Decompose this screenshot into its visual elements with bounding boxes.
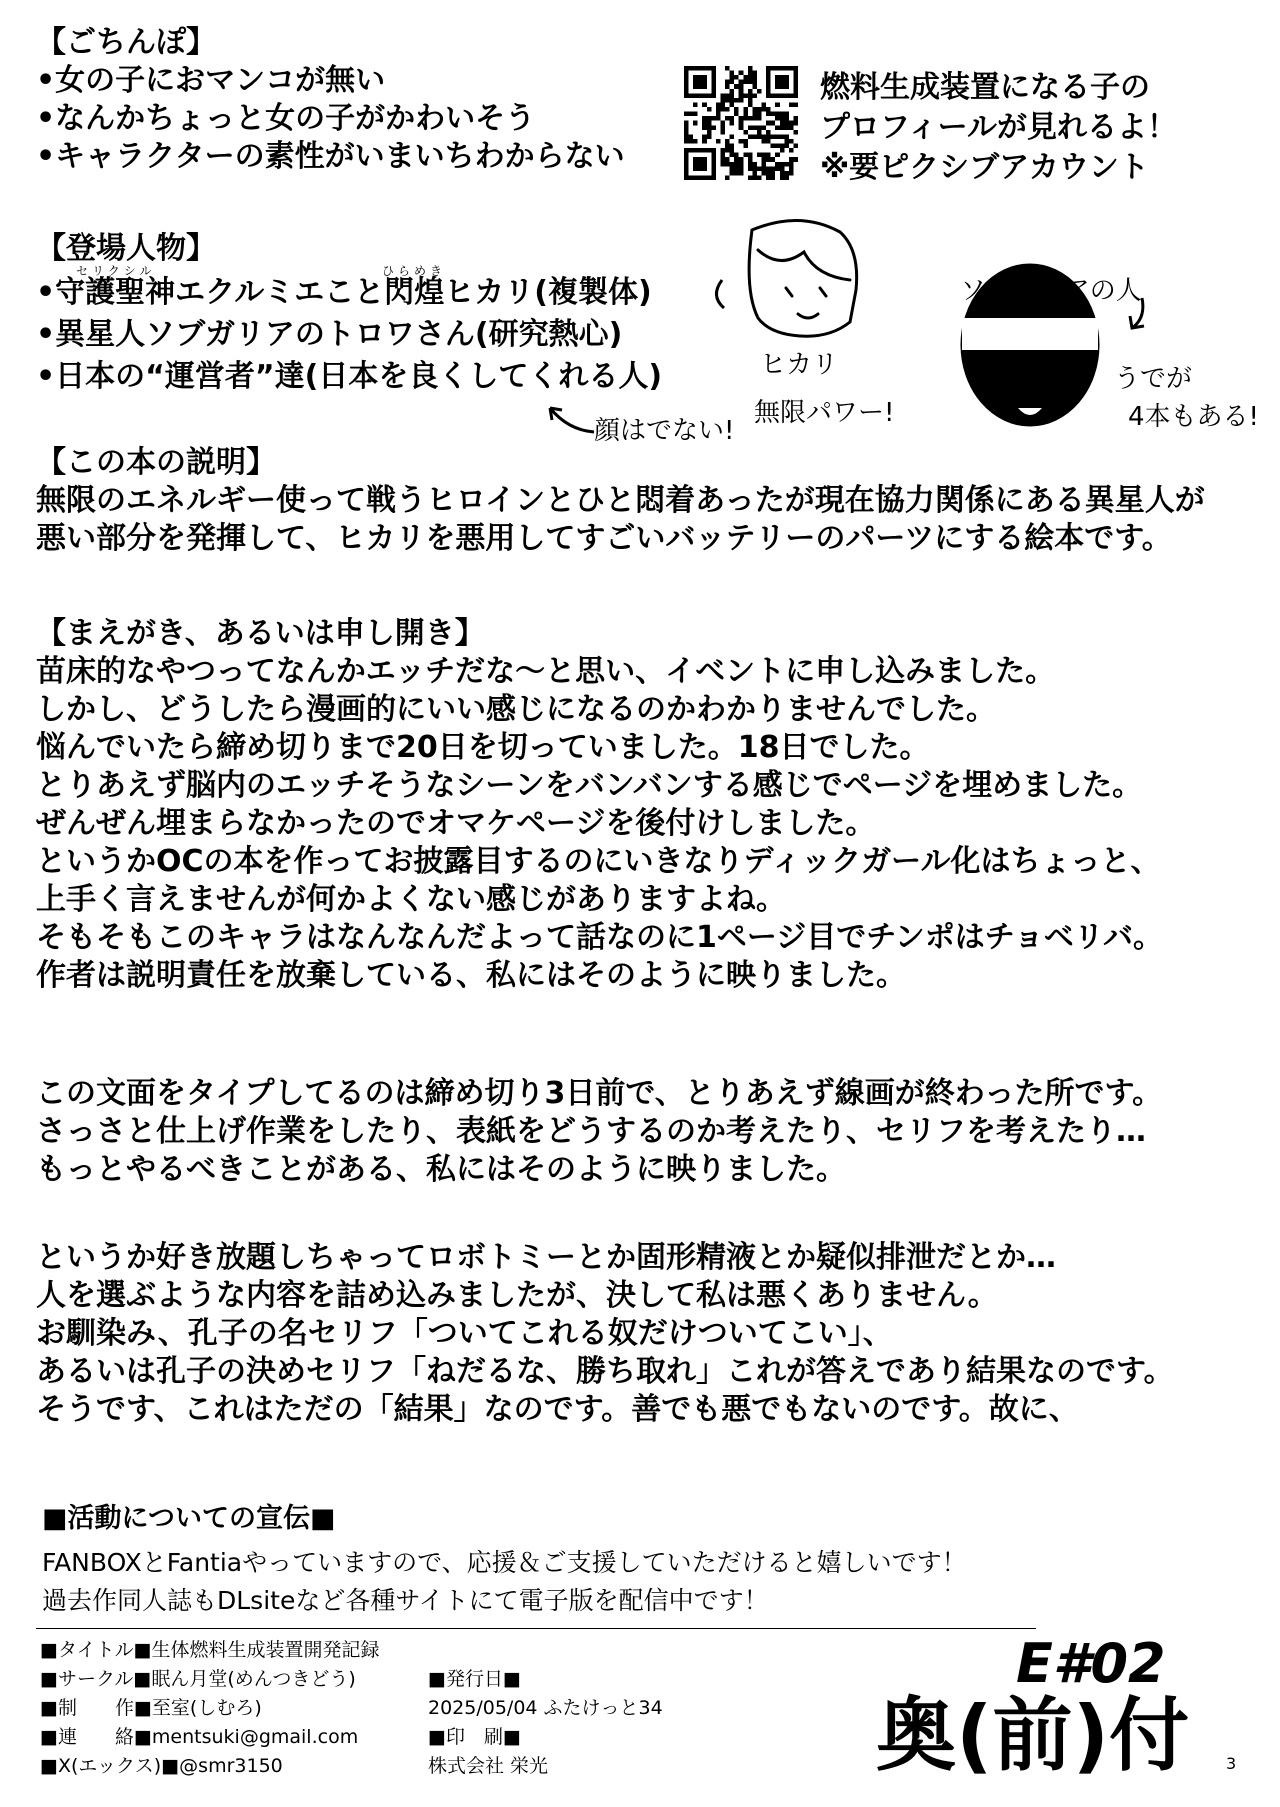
preface-line: 作者は説明責任を放棄している、私にはそのように映りました。: [36, 958, 906, 993]
colophon-author: ■制 作■至室(しむろ): [40, 1697, 262, 1719]
qr-caption-line: ※要ピクシブアカウント: [820, 150, 1149, 185]
colophon-x-account[interactable]: ■X(エックス)■@smr3150: [40, 1755, 283, 1777]
colophon-printer: 株式会社 栄光: [428, 1755, 549, 1777]
colophon-divider: [36, 1628, 1036, 1629]
ruby-annotation: セリクシル: [76, 264, 156, 278]
description-section: [36, 444, 1205, 558]
promo-line: 過去作同人誌もDLsiteなど各種サイトにて電子版を配信中です！: [42, 1586, 769, 1615]
hikari-label: ヒカリ: [760, 350, 839, 380]
character-line: •異星人ソブガリアのトロワさん(研究熱心): [36, 317, 623, 352]
book-code: E#02: [1016, 1632, 1166, 1695]
qr-caption-line: 燃料生成装置になる子の: [820, 70, 1150, 105]
face-note: 顔はでない!: [594, 416, 735, 446]
description-heading: 【この本の説明】: [36, 445, 276, 480]
promo-section: [42, 1544, 967, 1620]
description-line: 無限のエネルギー使って戦うヒロインとひと悶着あったが現在協力関係にある異星人が: [36, 483, 1205, 518]
colophon-print-heading: ■印 刷■: [428, 1726, 521, 1748]
hikari-face-icon: [749, 220, 857, 336]
colophon-left: [40, 1636, 380, 1781]
characters-list: [36, 272, 662, 398]
preface-paragraph-2: [36, 1075, 1162, 1189]
preface-line: 苗床的なやつってなんかエッチだな〜と思い、イベントに申し込みました。: [36, 654, 1056, 689]
promo-line: FANBOXとFantiaやっていますので、応援＆ご支援していただけると嬉しいです！: [42, 1548, 967, 1577]
preface-line: そもそもこのキャラはなんなんだよって話なのに1ページ目でチンポはチョベリバ。: [36, 920, 1163, 955]
okuzuke-title: 奥(前)付: [876, 1689, 1190, 1782]
ruby-annotation: ひらめき: [382, 264, 447, 278]
qr-caption: [820, 68, 1177, 188]
qr-caption-line: プロフィールが見れるよ！: [820, 110, 1177, 145]
arrow-icon: [716, 280, 724, 308]
alien-label: ソブガリアの人: [960, 276, 1142, 306]
preface-line: さっさと仕上げ作業をしたり、表紙をどうするのか考えたり、セリフを考えたり…: [36, 1114, 1146, 1149]
preface-line: 上手く言えませんが何かよくない感じがありますよね。: [36, 882, 786, 917]
preface-line: この文面をタイプしてるのは締め切り3日前で、とりあえず線画が終わった所です。: [36, 1076, 1163, 1111]
colophon-contact[interactable]: ■連 絡■mentsuki@gmail.com: [40, 1726, 359, 1748]
preface-line: というか好き放題しちゃってロボトミーとか固形精液とか疑似排泄だとか…: [36, 1240, 1056, 1275]
character-line: •守護聖神エクルミエこと閃煌ヒカリ(複製体): [36, 275, 652, 310]
arrow-icon: [540, 400, 600, 440]
hikari-sub-label: 無限パワー!: [754, 398, 895, 428]
description-line: 悪い部分を発揮して、ヒカリを悪用してすごいバッテリーのパーツにする絵本です。: [36, 521, 1172, 556]
preface-line: ぜんぜん埋まらなかったのでオマケページを後付けしました。: [36, 806, 876, 841]
alien-note: うでが: [1114, 364, 1193, 394]
preface-line: というかOCの本を作ってお披露目するのにいきなりディックガール化はちょっと、: [36, 844, 1161, 879]
alien-note: 4本もある!: [1128, 402, 1259, 432]
preface-section: [36, 615, 1163, 995]
preface-line: とりあえず脳内のエッチそうなシーンをバンバンする感じでページを埋めました。: [36, 768, 1143, 803]
preface-line: 人を選ぶような内容を詰め込みましたが、決して私は悪くありません。: [36, 1278, 998, 1313]
gochinpo-line: •なんかちょっと女の子がかわいそう: [36, 101, 536, 136]
preface-heading: 【まえがき、あるいは申し開き】: [36, 616, 485, 651]
colophon-circle: ■サークル■眠ん月堂(めんつきどう): [40, 1668, 356, 1690]
preface-line: お馴染み、孔子の名セリフ「ついてこれる奴だけついてこい」、: [36, 1316, 893, 1351]
colophon-date: 2025/05/04 ふたけっと34: [428, 1697, 663, 1719]
gochinpo-heading: 【ごちんぽ】: [36, 25, 216, 60]
preface-line: そうです、これはただの「結果」なのです。善でも悪でもないのです。故に、: [36, 1392, 1079, 1427]
colophon-right: [428, 1665, 663, 1781]
preface-line: あるいは孔子の決めセリフ「ねだるな、勝ち取れ」これが答えであり結果なのです。: [36, 1354, 1174, 1389]
gochinpo-line: •キャラクターの素性がいまいちわからない: [36, 139, 625, 174]
preface-paragraph-3: [36, 1239, 1174, 1429]
page-number: 3: [1226, 1754, 1237, 1773]
preface-line: もっとやるべきことがある、私にはそのように映りました。: [36, 1152, 846, 1187]
character-line: •日本の“運営者”達(日本を良くしてくれる人): [36, 359, 663, 394]
preface-line: しかし、どうしたら漫画的にいい感じになるのかわかりませんでした。: [36, 692, 996, 727]
gochinpo-section: [36, 24, 625, 176]
qr-code-icon[interactable]: [684, 66, 798, 180]
promo-heading: ■活動についての宣伝■: [42, 1503, 336, 1534]
colophon-date-heading: ■発行日■: [428, 1668, 521, 1690]
gochinpo-line: •女の子におマンコが無い: [36, 63, 386, 98]
preface-line: 悩んでいたら締め切りまで20日を切っていました。18日でした。: [36, 730, 930, 765]
characters-heading: 【登場人物】: [36, 231, 216, 266]
colophon-title: ■タイトル■生体燃料生成装置開発記録: [40, 1639, 380, 1661]
